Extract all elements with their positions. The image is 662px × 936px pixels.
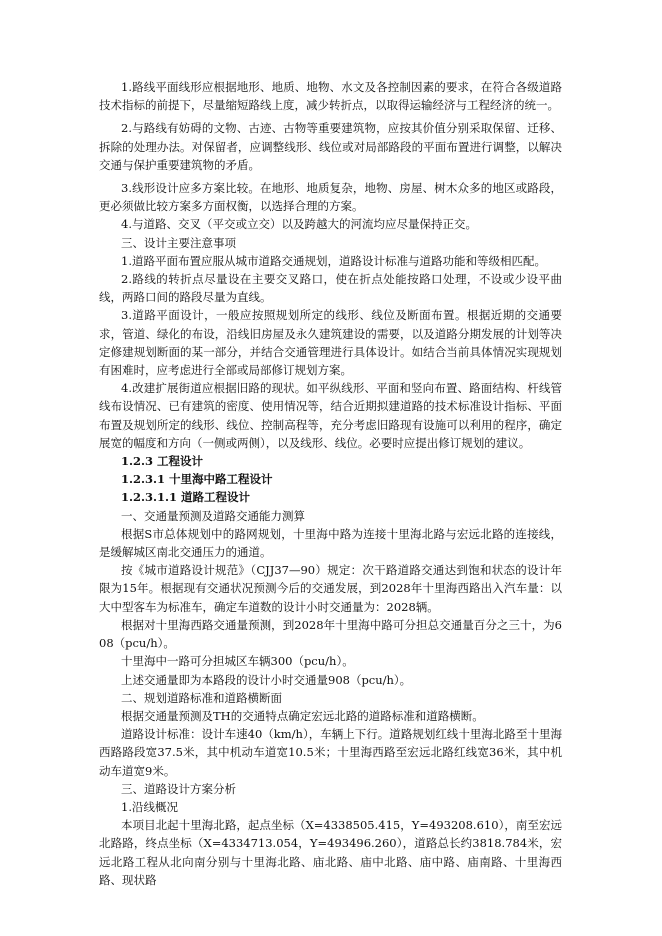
paragraph: 根据对十里海西路交通量预测，到2028年十里海中路可分担总交通量百分之三十，为608（pcu/h）。 — [99, 617, 562, 651]
paragraph: 3.道路平面设计，一般应按照规划所定的线形、线位及断面布置。根据近期的交通要求，管道、绿化的布设，沿线旧房屋及永久建筑建设的需要，以及道路分期发展的计划等决定修建规划断面的某一部分，并结合交通管理进行具体设计。如结合当前具体情况实现规划有困难时，应考虑进行全部或局部修订规划方案。 — [99, 308, 562, 378]
paragraph: 1.道路平面布置应服从城市道路交通规划，道路设计标准与道路功能和等级相匹配。 — [121, 253, 546, 268]
paragraph: 道路设计标准：设计车速40（km/h），车辆上下行。道路规划红线十里海北路至十里海西路路段宽37.5米，其中机动车道宽10.5米；十里海西路至宏远北路红线宽36米，其中机动车道宽9米。 — [99, 727, 562, 778]
paragraph: 4.与道路、交叉（平交或立交）以及跨越大的河流均应尽量保持正交。 — [121, 217, 477, 232]
paragraph: 4.改建扩展街道应根据旧路的现状。如平纵线形、平面和竖向布置、路面结构、杆线管线布设情况、已有建筑的密度、使用情况等，结合近期拟建道路的技术标准设计指标、平面布置及规划所定的线形、线位、控制高程等，充分考虑旧路现有设施可以利用的程序，确定展宽的幅度和方向（一侧或两侧），以及线形、线位。必要时应提出修订规划的建议。 — [99, 381, 562, 450]
paragraph: 十里海中一路可分担城区车辆300（pcu/h）。 — [121, 654, 354, 669]
paragraph: 根据交通量预测及TH的交通特点确定宏远北路的道路标准和道路横断。 — [121, 708, 484, 723]
paragraph: 1.路线平面线形应根据地形、地质、地物、水文及各控制因素的要求，在符合各级道路技术指标的前提下，尽量缩短路线上度，减少转折点，以取得运输经济与工程经济的统一。 — [99, 80, 562, 113]
section-heading: 三、设计主要注意事项 — [121, 235, 236, 250]
document-body — [99, 78, 562, 889]
paragraph: 上述交通量即为本路段的设计小时交通量908（pcu/h）。 — [121, 672, 412, 687]
section-heading: 1.2.3 工程设计 — [121, 454, 204, 469]
paragraph: 按《城市道路设计规范》（CJJ37—90）规定：次干路道路交通达到饱和状态的设计年限为15年。根据现有交通状况预测今后的交通发展，到2028年十里海西路出入汽车量：以大中型客车为标准车，确定车道数的设计小时交通量为：2028辆。 — [99, 563, 562, 614]
paragraph: 3.线形设计应多方案比较。在地形、地质复杂，地物、房屋、树木众多的地区或路段，更必须做比较方案多方面权衡，以选择合理的方案。 — [99, 181, 562, 214]
section-heading: 一、交通量预测及道路交通能力测算 — [121, 508, 305, 523]
section-heading: 二、规划道路标准和道路横断面 — [121, 690, 282, 705]
section-heading: 1.2.3.1.1 道路工程设计 — [121, 490, 251, 505]
paragraph: 本项目北起十里海北路，起点坐标（X=4338505.415，Y=493208.610），南至宏远北路路，终点坐标（X=4334713.054，Y=493496.260），道路总长约3818.784米，宏远北路工程从北向南分别与十里海北路、庙北路、庙中北路、庙中路、庙南路、十里海西路、现状路 — [99, 818, 562, 887]
paragraph: 根据S市总体规划中的路网规划，十里海中路为连接十里海北路与宏远北路的连接线，是缓解城区南北交通压力的通道。 — [99, 526, 562, 560]
section-heading: 三、道路设计方案分析 — [121, 781, 236, 796]
paragraph: 2.与路线有妨碍的文物、古迹、古物等重要建筑物，应按其价值分别采取保留、迁移、拆除的处理办法。对保留者，应调整线形、线位或对局部路段的平面布置进行调整，以解决交通与保护重要建筑物的矛盾。 — [99, 121, 562, 172]
paragraph: 2.路线的转折点尽量设在主要交叉路口，使在折点处能按路口处理，不设或少设平曲线，两路口间的路段尽量为直线。 — [99, 272, 562, 305]
section-heading: 1.沿线概况 — [121, 799, 178, 814]
section-heading: 1.2.3.1 十里海中路工程设计 — [121, 472, 273, 487]
